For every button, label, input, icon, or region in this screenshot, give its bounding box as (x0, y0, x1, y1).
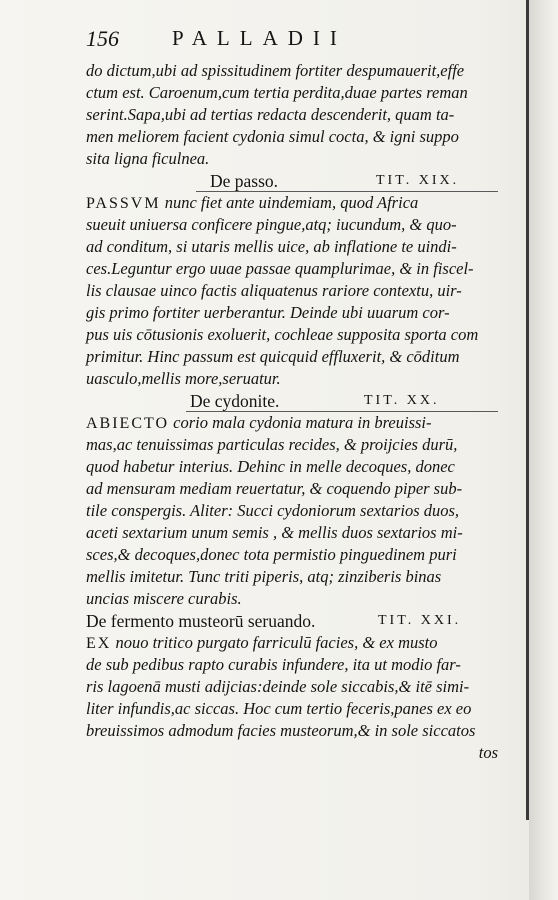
text-line: tile conspergis. Aliter: Succi cydoniorum sextarios duos, (86, 501, 460, 520)
text-line: sita ligna ficulnea. (86, 149, 210, 168)
catchword: tos (478, 743, 498, 762)
page-number: 156 (86, 26, 119, 51)
text-line: mellis imitetur. Tunc triti piperis, atq; zinziberis binas (86, 567, 442, 586)
initial-word: PASSVM (86, 195, 161, 212)
line-text: corio mala cydonia matura in breuissi- (169, 413, 432, 432)
text-line: pus uis cōtusionis exoluerit, cochleae supposita sporta com (86, 325, 479, 344)
text-line (86, 632, 438, 655)
text-line: uasculo,mellis more,seruatur. (86, 369, 281, 388)
line-text: nouo tritico purgato farriculū facies, & ex musto (111, 633, 438, 652)
section-title: De cydonite. (190, 391, 280, 411)
section-title: De fermento musteorū seruando. (86, 611, 316, 631)
section-number: TIT. XXI. (378, 613, 462, 628)
initial-word: EX (86, 635, 112, 652)
page-edge-line (526, 0, 529, 820)
text-line: lis clausae uinco factis aliquatenus rariore contextu, uir- (86, 281, 462, 300)
gutter-shadow (529, 0, 558, 900)
initial-word: ABIECTO (86, 415, 170, 432)
text-line: ad mensuram mediam reuertatur, & coquendo piper sub- (86, 479, 463, 498)
text-line: liter infundis,ac siccas. Hoc cum tertio feceris,panes ex eo (86, 699, 472, 718)
text-line: men meliorem facient cydonia simul cocta, & igni suppo (86, 127, 459, 146)
text-line: serint.Sapa,ubi ad tertias redacta descenderit, quam ta- (86, 105, 455, 124)
section-title: De passo. (210, 171, 279, 191)
text-line: primitur. Hinc passum est quicquid effluxerit, & cōditum (86, 347, 460, 366)
section-number: TIT. XIX. (376, 173, 460, 188)
text-line: ris lagoenā musti adijcias:deinde sole siccabis,& itē simi- (86, 677, 470, 696)
text-line: aceti sextarium unum semis , & mellis duos sextarios mi- (86, 523, 463, 542)
running-head: PALLADII (172, 26, 347, 50)
text-line: ad conditum, si utaris mellis uice, ab inflatione te uindi- (86, 237, 457, 256)
text-line: quod habetur interius. Dehinc in melle decoques, donec (86, 457, 455, 476)
page-header (86, 26, 501, 56)
text-line: de sub pedibus rapto curabis infundere, ita ut modio far- (86, 655, 461, 674)
text-line: sces,& decoques,donec tota permistio pinguedinem puri (86, 545, 457, 564)
text-line: ces.Leguntur ergo uuae passae quamplurimae, & in fiscel- (86, 259, 474, 278)
text-line: gis primo fortiter uerberantur. Deinde ubi uuarum cor- (86, 303, 450, 322)
text-line: breuissimos admodum facies musteorum,& in sole siccatos (86, 721, 476, 740)
text-line (86, 412, 432, 435)
text-line: do dictum,ubi ad spissitudinem fortiter despumauerit,effe (86, 61, 465, 80)
text-line: ctum est. Caroenum,cum tertia perdita,duae partes reman (86, 83, 468, 102)
section-number: TIT. XX. (364, 393, 440, 408)
text-line: sueuit uniuersa conficere pingue,atq; iucundum, & quo- (86, 215, 457, 234)
line-text: nunc fiet ante uindemiam, quod Africa (160, 193, 419, 212)
text-line: mas,ac tenuissimas particulas recides, & proijcies durū, (86, 435, 458, 454)
text-line: uncias miscere curabis. (86, 589, 242, 608)
text-line (86, 192, 418, 215)
